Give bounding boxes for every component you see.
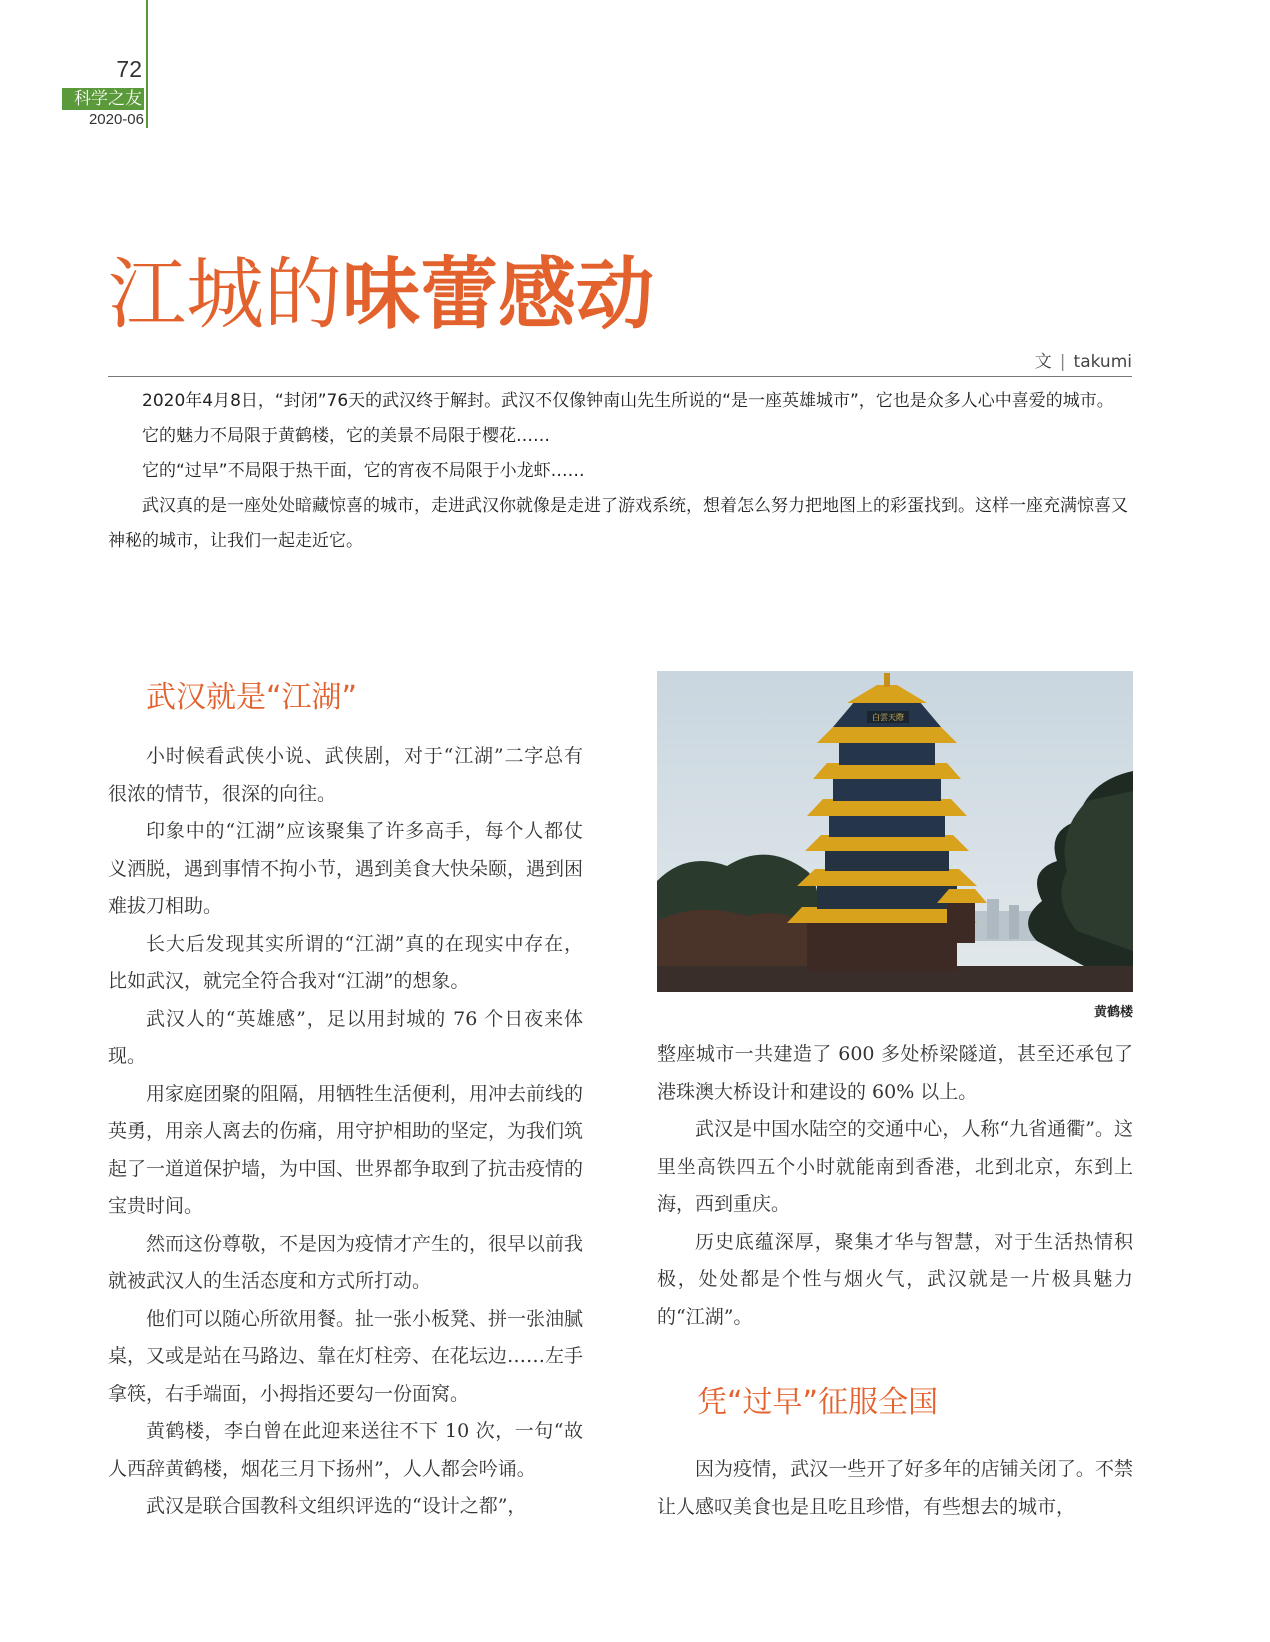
body-paragraph: 印象中的“江湖”应该聚集了许多高手，每个人都仗义洒脱，遇到事情不拘小节，遇到美食大快朵颐，遇到困难拔刀相助。	[108, 820, 584, 917]
body-paragraph: 因为疫情，武汉一些开了好多年的店铺关闭了。不禁让人感叹美食也是且吃且珍惜，有些想去的城市，	[657, 1458, 1133, 1518]
section-heading-jianghu: 武汉就是“江湖”	[146, 680, 358, 715]
magazine-name: 科学之友	[62, 88, 144, 110]
tower-plaque-text: 白雲天際	[872, 713, 904, 722]
byline-separator: |	[1059, 352, 1066, 372]
left-column	[108, 738, 583, 1526]
title-divider	[108, 376, 1132, 377]
intro-paragraph: 武汉真的是一座处处暗藏惊喜的城市，走进武汉你就像是走进了游戏系统，想着怎么努力把地图上的彩蛋找到。这样一座充满惊喜又神秘的城市，让我们一起走近它。	[108, 496, 1128, 551]
header-rule	[146, 0, 148, 128]
body-paragraph: 他们可以随心所欲用餐。扯一张小板凳、拼一张油腻桌，又或是站在马路边、靠在灯柱旁、在花坛边……左手拿筷，右手端面，小拇指还要勾一份面窝。	[108, 1307, 584, 1405]
intro-paragraph: 它的魅力不局限于黄鹤楼，它的美景不局限于樱花……	[142, 426, 550, 446]
body-paragraph-continuation: 整座城市一共建造了 600 多处桥梁隧道，甚至还承包了港珠澳大桥设计和建设的 60% 以上。	[657, 1043, 1133, 1103]
body-paragraph: 黄鹤楼，李白曾在此迎来送往不下 10 次，一句“故人西辞黄鹤楼，烟花三月下扬州”，人人都会吟诵。	[108, 1420, 583, 1480]
body-paragraph: 武汉是中国水陆空的交通中心，人称“九省通衢”。这里坐高铁四五个小时就能南到香港，北到北京，东到上海，西到重庆。	[657, 1118, 1133, 1215]
intro-block	[108, 384, 1132, 559]
body-paragraph: 然而这份尊敬，不是因为疫情才产生的，很早以前我就被武汉人的生活态度和方式所打动。	[108, 1232, 584, 1292]
title-bold-part: 味蕾感动	[342, 250, 655, 340]
photo-caption: 黄鹤楼	[1093, 1005, 1133, 1020]
section-heading-guozao: 凭“过早”征服全国	[697, 1385, 939, 1420]
section2-column	[657, 1451, 1133, 1526]
intro-paragraph: 它的“过早”不局限于热干面，它的宵夜不局限于小龙虾……	[142, 461, 585, 481]
body-paragraph: 武汉是联合国教科文组织评选的“设计之都”，	[146, 1495, 527, 1517]
article-title	[108, 250, 654, 340]
issue-date: 2020-06	[88, 111, 144, 128]
body-paragraph: 武汉人的“英雄感”，足以用封城的 76 个日夜来体现。	[108, 1007, 583, 1067]
right-column	[657, 1036, 1133, 1336]
byline-label: 文	[1034, 352, 1052, 372]
yellow-crane-tower-photo	[657, 671, 1133, 992]
page-number: 72	[116, 56, 142, 82]
byline	[1035, 347, 1132, 372]
body-paragraph: 小时候看武侠小说、武侠剧，对于“江湖”二字总有很浓的情节，很深的向往。	[108, 745, 583, 805]
author-name: takumi	[1073, 352, 1132, 372]
body-paragraph: 长大后发现其实所谓的“江湖”真的在现实中存在，比如武汉，就完全符合我对“江湖”的想象。	[108, 932, 583, 992]
intro-paragraph: 2020年4月8日，“封闭”76天的武汉终于解封。武汉不仅像钟南山先生所说的“是一座英雄城市”，它也是众多人心中喜爱的城市。	[142, 391, 1114, 411]
body-paragraph: 用家庭团聚的阻隔，用牺牲生活便利，用冲去前线的英勇，用亲人离去的伤痛，用守护相助的坚定，为我们筑起了一道道保护墙，为中国、世界都争取到了抗击疫情的宝贵时间。	[108, 1082, 584, 1217]
body-paragraph: 历史底蕴深厚，聚集才华与智慧，对于生活热情积极，处处都是个性与烟火气，武汉就是一片极具魅力的“江湖”。	[657, 1230, 1133, 1328]
title-light-part: 江城的	[108, 250, 343, 340]
